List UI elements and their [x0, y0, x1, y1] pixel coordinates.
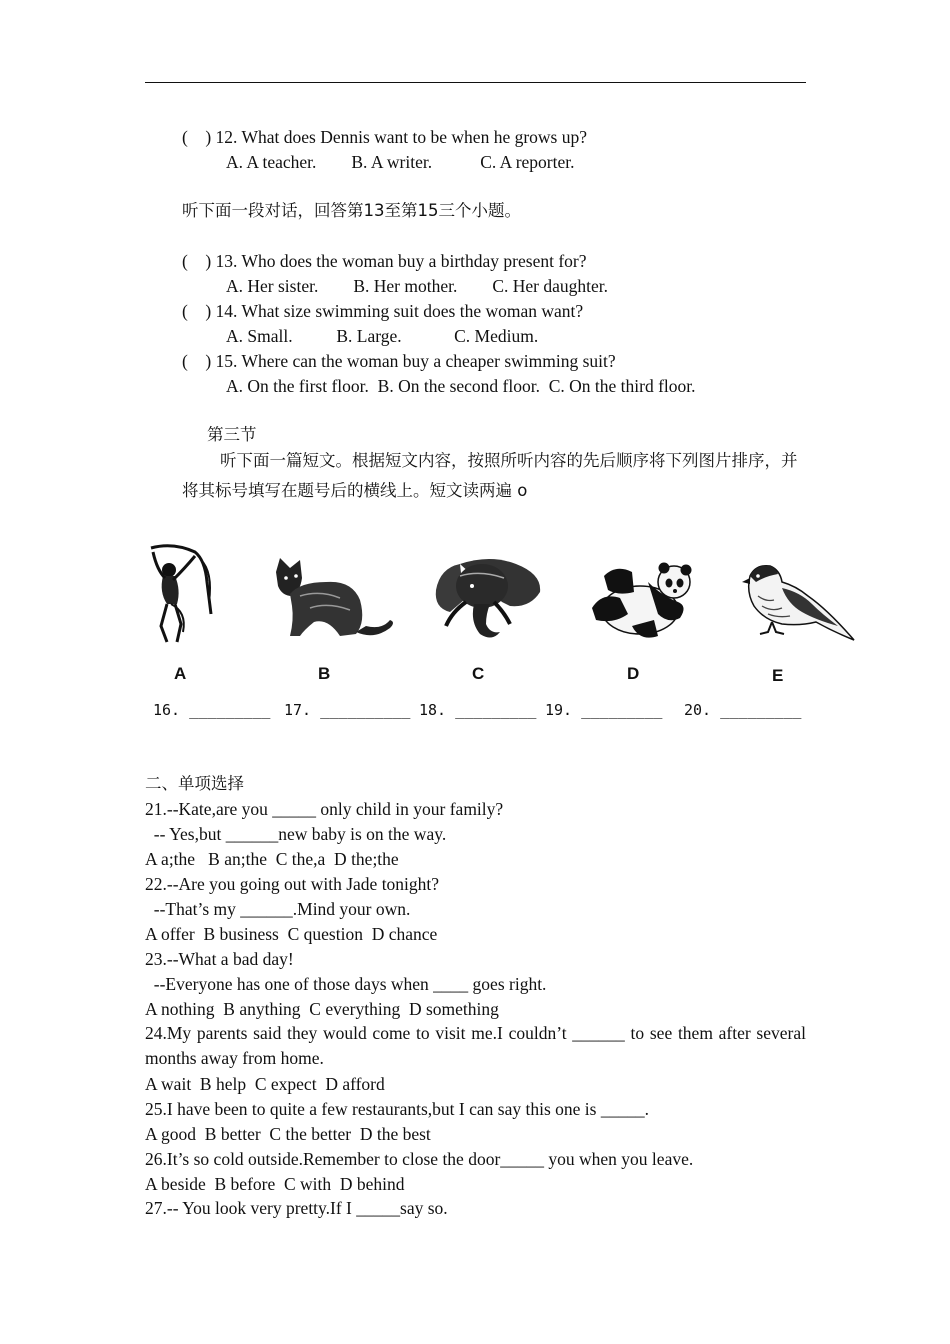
- answer-blank-17[interactable]: 17. __________: [284, 701, 411, 719]
- question-23-options: A nothing B anything C everything D something: [145, 999, 499, 1019]
- question-21-line-2: -- Yes,but ______new baby is on the way.: [145, 824, 447, 844]
- question-21-options: A a;the B an;the C the,a D the;the: [145, 849, 399, 869]
- question-26-options: A beside B before C with D behind: [145, 1174, 405, 1194]
- question-24-options: A wait B help C expect D afford: [145, 1074, 385, 1094]
- answer-blank-18[interactable]: 18. _________: [419, 701, 537, 719]
- question-22-options: A offer B business C question D chance: [145, 924, 438, 944]
- picture-label-a: A: [174, 664, 187, 683]
- question-21-line-1: 21.--Kate,are you _____ only child in your family?: [145, 799, 504, 819]
- question-12-stem: ( ) 12. What does Dennis want to be when he grows up?: [182, 127, 588, 147]
- picture-a-monkey: [143, 542, 218, 652]
- picture-c-elephant: [430, 556, 545, 642]
- part-2-title: 二、单项选择: [145, 774, 244, 793]
- panda-icon: [588, 562, 700, 642]
- instruction-13-15: 听下面一段对话，回答第13至第15三个小题。: [182, 201, 521, 220]
- section-3-instruction: 听下面一篇短文。根据短文内容，按照所听内容的先后顺序将下列图片排序，并将其标号填写在题号后的横线上。短文读两遍 o: [182, 451, 798, 500]
- question-13-options: A. Her sister. B. Her mother. C. Her daughter.: [226, 276, 609, 296]
- picture-d-panda: [588, 562, 700, 642]
- question-26-line-1: 26.It’s so cold outside.Remember to close the door_____ you when you leave.: [145, 1149, 694, 1169]
- picture-label-c: C: [472, 664, 485, 683]
- bird-icon: [742, 562, 857, 642]
- picture-b-cat: [270, 556, 398, 644]
- picture-label-d: D: [627, 664, 640, 683]
- answer-blank-20[interactable]: 20. _________: [684, 701, 802, 719]
- question-25-options: A good B better C the better D the best: [145, 1124, 431, 1144]
- section-3-title: 第三节: [207, 425, 257, 444]
- answer-blank-19[interactable]: 19. _________: [545, 701, 663, 719]
- question-22-line-2: --That’s my ______.Mind your own.: [145, 899, 411, 919]
- elephant-icon: [430, 556, 545, 642]
- question-12-options: A. A teacher. B. A writer. C. A reporter.: [226, 152, 575, 172]
- question-14-options: A. Small. B. Large. C. Medium.: [226, 326, 539, 346]
- question-27-line-1: 27.-- You look very pretty.If I _____say so.: [145, 1198, 448, 1218]
- cat-icon: [270, 556, 398, 644]
- question-15-options: A. On the first floor. B. On the second floor. C. On the third floor.: [226, 376, 696, 396]
- monkey-icon: [143, 542, 218, 652]
- question-15-stem: ( ) 15. Where can the woman buy a cheaper swimming suit?: [182, 351, 616, 371]
- question-25-line-1: 25.I have been to quite a few restaurants,but I can say this one is _____.: [145, 1099, 649, 1119]
- question-14-stem: ( ) 14. What size swimming suit does the woman want?: [182, 301, 584, 321]
- answer-blank-16[interactable]: 16. _________: [153, 701, 271, 719]
- question-24-text: 24.My parents said they would come to visit me.I couldn’t ______ to see them after several months away from home.: [145, 1023, 806, 1068]
- question-23-line-2: --Everyone has one of those days when ____ goes right.: [145, 974, 547, 994]
- picture-e-bird: [742, 562, 857, 642]
- picture-label-b: B: [318, 664, 331, 683]
- picture-label-e: E: [772, 666, 784, 685]
- question-23-line-1: 23.--What a bad day!: [145, 949, 294, 969]
- question-22-line-1: 22.--Are you going out with Jade tonight?: [145, 874, 440, 894]
- question-13-stem: ( ) 13. Who does the woman buy a birthday present for?: [182, 251, 587, 271]
- header-rule: [145, 82, 806, 83]
